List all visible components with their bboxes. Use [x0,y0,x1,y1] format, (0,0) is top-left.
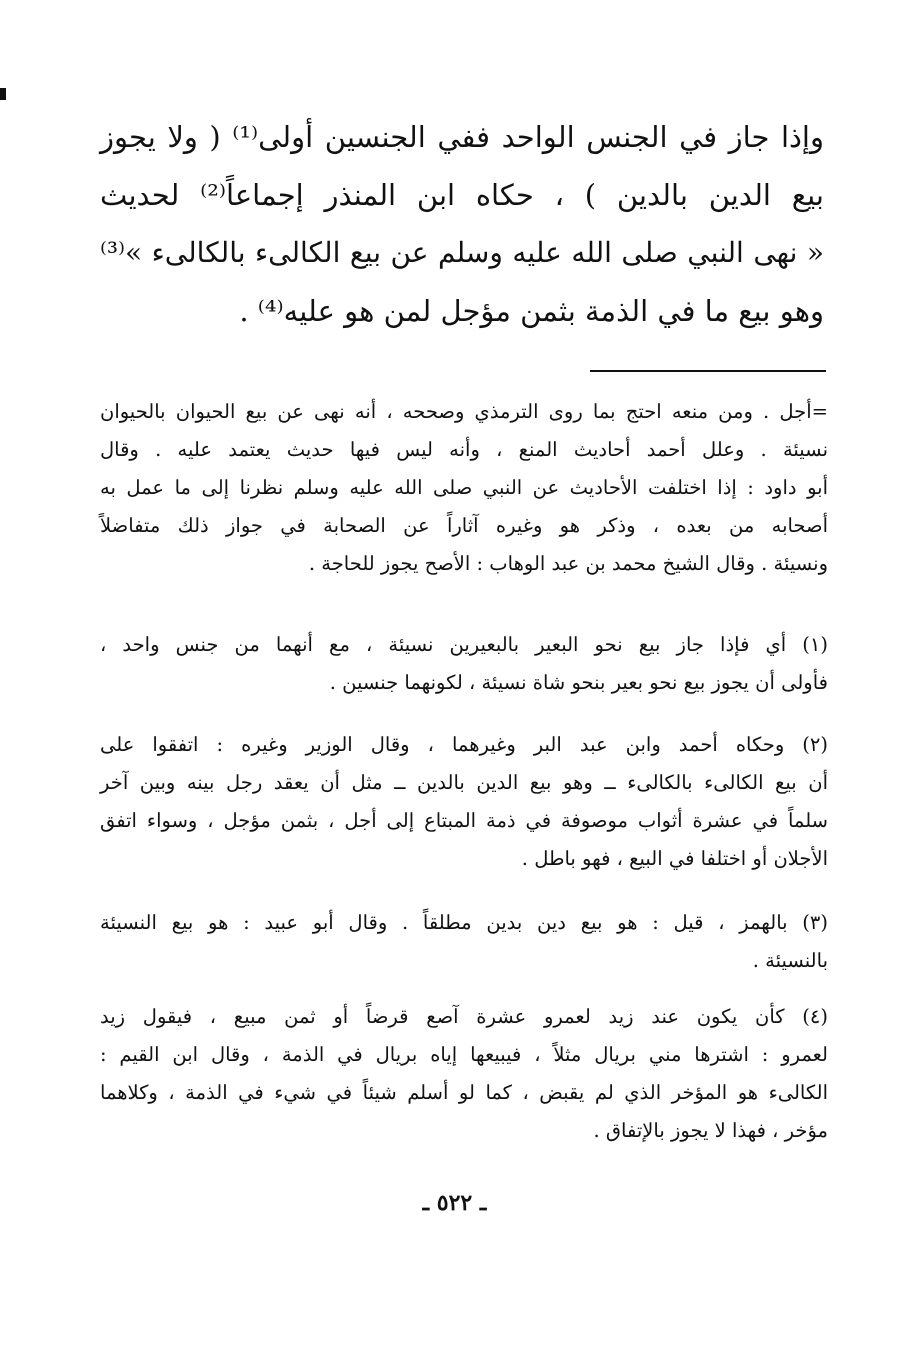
footnote-line: =أجل . ومن منعه احتج بما روى الترمذي وصححه ، أنه نهى عن بيع الحيوان بالحيوان [100,400,828,423]
footnote-line: أن بيع الكالىء بالكالىء ــ وهو بيع الدين بالدين ــ مثل أن يعقد رجل بينه وبين آخر [100,771,828,794]
footnote-line: الأجلان أو اختلفا في البيع ، فهو باطل . [521,847,828,870]
footnote-line: ونسيئة . وقال الشيخ محمد بن عبد الوهاب : الأصح يجوز للحاجة . [308,552,828,575]
main-line: بيع الدين بالدين ) ، حكاه ابن المنذر إجماعاً⁽²⁾ لحديث [100,178,824,212]
footnote-line: (٣) بالهمز ، قيل : هو بيع دين بدين مطلقاً . وقال أبو عبيد : هو بيع النسيئة [100,911,828,934]
page-number: ـ ٥٢٢ ـ [422,1190,487,1216]
footnote-line: (١) أي فإذا جاز بيع نحو البعير بالبعيرين نسيئة ، مع أنهما من جنس واحد ، [100,633,828,656]
footnote-line: مؤخر ، فهذا لا يجوز بالإتفاق . [593,1119,828,1142]
footnote-2 [100,726,828,878]
footnote-line: سلماً في عشرة أثواب موصوفة في ذمة المبتاع إلى أجل ، بثمن مؤجل ، وسواء اتفق [100,809,828,832]
main-line: « نهى النبي صلى الله عليه وسلم عن بيع الكالىء بالكالىء »⁽³⁾ [100,236,824,269]
footnote-line: نسيئة . وعلل أحمد أحاديث المنع ، وأنه ليس فيها حديث يعتمد عليه . وقال [100,438,828,461]
footnote-line: فأولى أن يجوز بيع نحو بعير بنحو شاة نسيئة ، لكونهما جنسين . [329,671,828,694]
footnote-line: أصحابه من بعده ، وذكر هو وغيره آثاراً عن الصحابة في جواز ذلك متفاضلاً [100,514,828,537]
footnote-1 [100,626,828,702]
footnote-line: (٢) وحكاه أحمد وابن عبد البر وغيرهما ، وقال الوزير وغيره : اتفقوا على [100,733,828,756]
main-line: وإذا جاز في الجنس الواحد ففي الجنسين أولى⁽¹⁾ ( ولا يجوز [100,120,824,154]
scan-edge-mark [0,88,6,100]
footnote-line: الكالىء هو المؤخر الذي لم يقبض ، كما لو أسلم شيئاً في شيء في الذمة ، وكلاهما [100,1081,828,1104]
footnote-divider [590,370,826,372]
footnote-line: (٤) كأن يكون عند زيد لعمرو عشرة آصع قرضاً أو ثمن مبيع ، فيقول زيد [100,1005,828,1028]
footnote-line: لعمرو : اشترها مني بريال مثلاً ، فيبيعها إياه بريال في الذمة ، وقال ابن القيم : [100,1043,828,1066]
footnote-3 [100,904,828,980]
footnote-4 [100,998,828,1150]
main-line: وهو بيع ما في الذمة بثمن مؤجل لمن هو عليه⁽⁴⁾ . [239,294,824,328]
footnote-continuation [100,393,828,583]
footnote-line: أبو داود : إذا اختلفت الأحاديث عن النبي صلى الله عليه وسلم نظرنا إلى ما عمل به [100,476,828,499]
main-text [100,108,824,340]
footnote-line: بالنسيئة . [752,949,828,972]
